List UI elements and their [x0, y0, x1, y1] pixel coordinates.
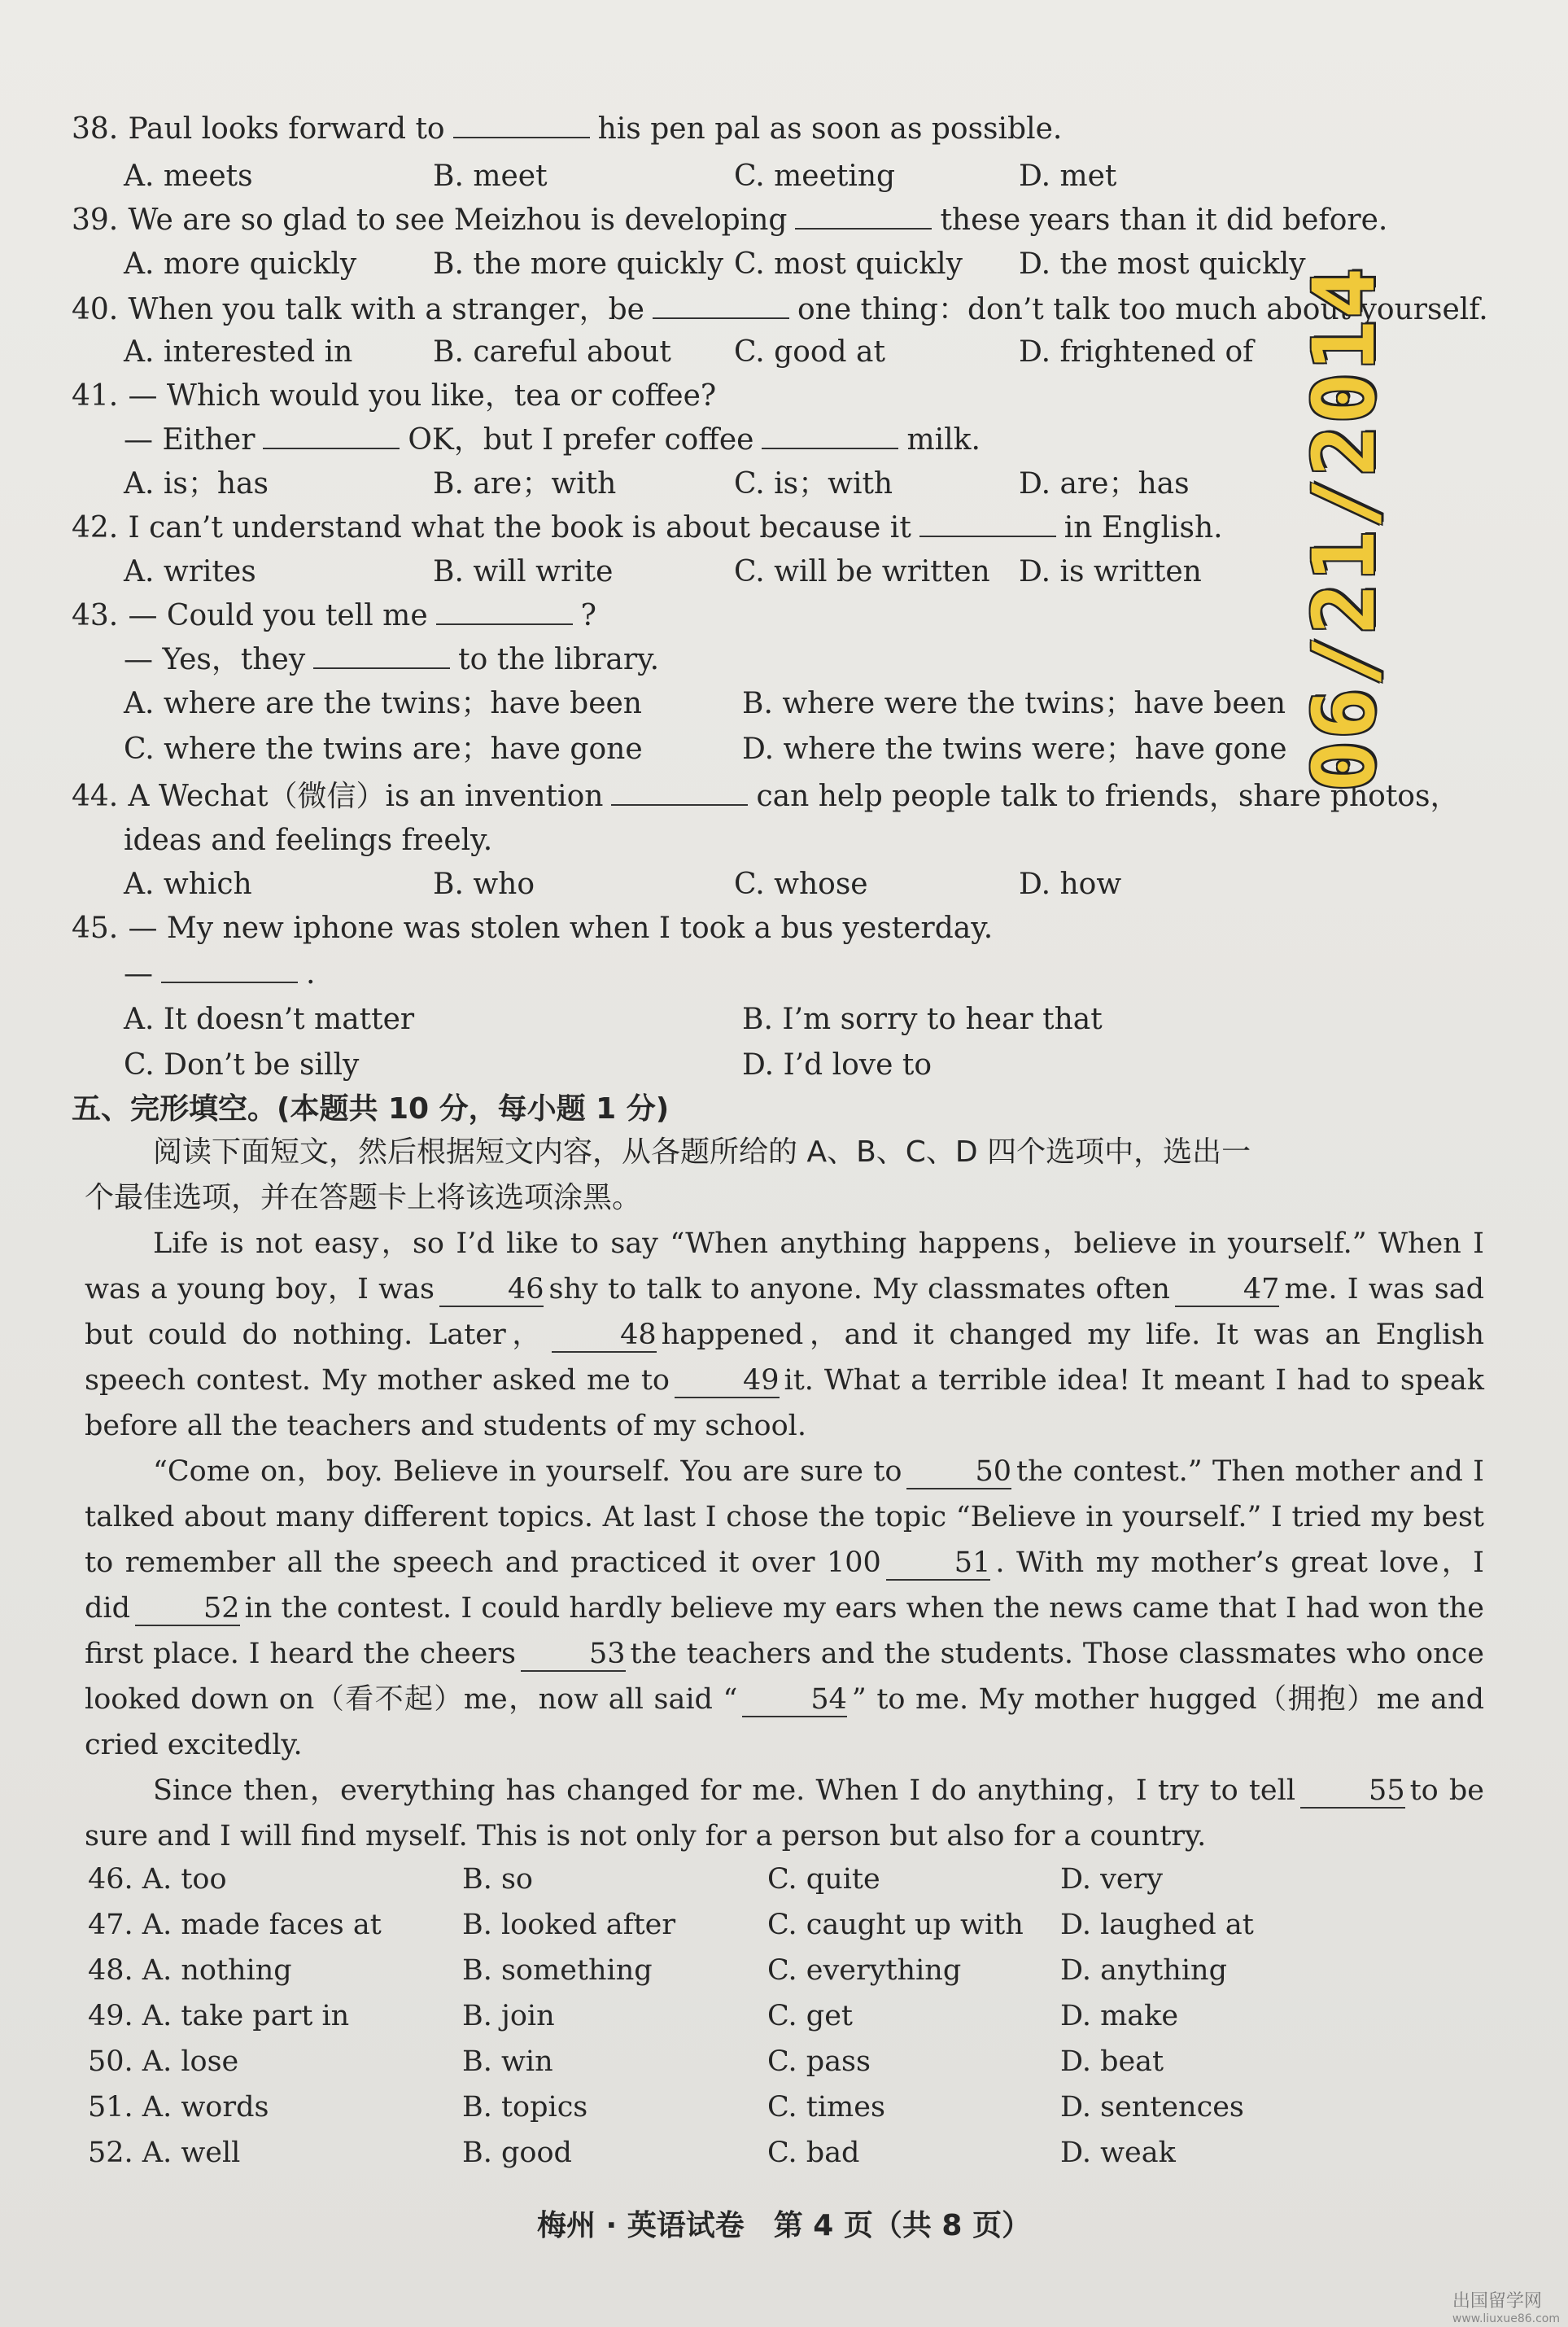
question-text: his pen pal as soon as possible. [597, 112, 1063, 146]
date-stamp-text: 06/21/2014 [1295, 265, 1394, 793]
page-footer: 梅州 · 英语试卷 第 4 页（共 8 页） [537, 2209, 1031, 2242]
date-stamp [1287, 265, 1401, 793]
option: D. I’d love to [742, 1048, 933, 1082]
option: C. quite [767, 1863, 880, 1896]
question-number: 41. [72, 379, 119, 413]
passage-text: the teachers and the students. Those classmates who once looked down on（看不起）me，now all said “ [85, 1638, 1484, 1716]
question-text: — Could you tell me [128, 599, 428, 632]
answer-blank [313, 643, 450, 669]
section-instruction-cont: 个最佳选项，并在答题卡上将该选项涂黑。 [85, 1181, 642, 1214]
option: D. beat [1060, 2045, 1164, 2078]
question-number: 40. [72, 293, 119, 326]
option: D. laughed at [1060, 1909, 1254, 1941]
option: B. where were the twins；have been [742, 687, 1286, 720]
question-text: We are so glad to see Meizhou is developing [128, 203, 788, 237]
site-watermark [1452, 2287, 1560, 2325]
passage-text: it. What a terrible idea! It meant I had to speak before all the teachers and students of my school. [85, 1364, 1485, 1442]
passage-text: Life is not easy，so I’d like to say “When anything happens，believe in yourself.” [153, 1227, 1367, 1260]
answer-blank [919, 511, 1056, 537]
option: C. good at [734, 335, 885, 369]
option: B. something [462, 1954, 653, 1987]
option: C. Don’t be silly [124, 1048, 360, 1082]
option: A. meets [124, 160, 253, 193]
blank-54: 54 [742, 1683, 847, 1717]
option: C. get [767, 2000, 853, 2032]
option: A. is；has [124, 467, 269, 501]
blank-52: 52 [135, 1592, 240, 1626]
option: A. more quickly [124, 247, 357, 281]
passage-paragraph-1 [85, 1221, 1484, 1449]
question-number: 45. [72, 912, 119, 945]
option: C. times [767, 2091, 885, 2124]
option: 51. A. words [88, 2091, 269, 2124]
passage-text: in the contest. I could hardly believe my ears when the news came that I had won the first place. I heard the cheers [85, 1592, 1484, 1670]
question-44 [72, 775, 1460, 819]
passage-text: “Come on，boy. Believe in yourself. You are sure to [153, 1455, 902, 1488]
option: C. meeting [734, 160, 896, 193]
question-44-line2 [124, 819, 1507, 863]
passage-text: to be sure and I will find myself. This is not only for a person but also for a country. [85, 1774, 1484, 1852]
option: B. are；with [433, 467, 617, 501]
option: D. sentences [1060, 2091, 1244, 2124]
option: B. meet [433, 160, 548, 193]
option: 47. A. made faces at [88, 1909, 382, 1941]
option: A. It doesn’t matter [124, 1003, 415, 1036]
blank-49: 49 [675, 1364, 780, 1398]
option: D. how [1019, 868, 1122, 901]
cloze-passage [85, 1221, 1484, 1859]
answer-blank [161, 957, 298, 983]
option: C. bad [767, 2137, 860, 2169]
answer-blank [795, 203, 932, 230]
question-43 [72, 594, 1455, 638]
question-text: A Wechat（微信）is an invention [128, 780, 604, 813]
option: D. where the twins were；have gone [742, 733, 1287, 766]
question-number: 42. [72, 511, 119, 545]
option: B. I’m sorry to hear that [742, 1003, 1103, 1036]
question-40 [72, 288, 1488, 332]
question-41 [72, 374, 1455, 418]
option: 46. A. too [88, 1863, 227, 1896]
option: D. are；has [1019, 467, 1190, 501]
passage-text: ” to me. My mother hugged（拥抱）me and cried excitedly. [85, 1683, 1484, 1761]
question-text: in English. [1064, 511, 1223, 545]
option: D. very [1060, 1863, 1164, 1896]
option: B. topics [462, 2091, 588, 2124]
question-45 [72, 907, 1455, 951]
answer-blank [611, 780, 748, 806]
section-instruction: 阅读下面短文，然后根据短文内容，从各题所给的 A、B、C、D 四个选项中，选出一 [153, 1135, 1251, 1169]
blank-50: 50 [906, 1455, 1011, 1489]
option: B. looked after [462, 1909, 676, 1941]
question-text: — Either [124, 423, 256, 457]
question-text: milk. [906, 423, 981, 457]
section-title: 五、完形填空。(本题共 10 分，每小题 1 分) [72, 1092, 670, 1126]
option: 52. A. well [88, 2137, 241, 2169]
option: B. good [462, 2137, 572, 2169]
option: B. who [433, 868, 535, 901]
question-text: When you talk with a stranger，be [128, 293, 644, 326]
question-text: — [124, 957, 153, 991]
blank-46: 46 [439, 1273, 544, 1307]
question-number: 44. [72, 780, 119, 813]
answer-blank [453, 112, 590, 138]
question-text: I can’t understand what the book is about because it [128, 511, 911, 545]
blank-47: 47 [1175, 1273, 1280, 1307]
option: A. interested in [124, 335, 353, 369]
answer-blank [263, 423, 400, 449]
option: A. which [124, 868, 252, 901]
passage-paragraph-3 [85, 1768, 1484, 1859]
question-number: 39. [72, 203, 119, 237]
answer-blank [762, 423, 898, 449]
option: D. frightened of [1019, 335, 1254, 369]
option: B. careful about [433, 335, 671, 369]
blank-51: 51 [886, 1546, 991, 1581]
option: C. most quickly [734, 247, 963, 281]
option: 48. A. nothing [88, 1954, 292, 1987]
option: 49. A. take part in [88, 2000, 350, 2032]
question-number: 43. [72, 599, 119, 632]
question-text: one thing：don’t talk too much about yourself. [797, 293, 1488, 326]
option: B. win [462, 2045, 553, 2078]
option: D. is written [1019, 555, 1202, 588]
option: C. caught up with [767, 1909, 1024, 1941]
option: B. the more quickly [433, 247, 724, 281]
question-45-line2 [124, 952, 1507, 996]
passage-text: When I was a young boy，I was [85, 1227, 1484, 1306]
option: D. weak [1060, 2137, 1176, 2169]
option: C. where the twins are；have gone [124, 733, 643, 766]
option: A. writes [124, 555, 256, 588]
watermark-url: www.liuxue86.com [1452, 2312, 1560, 2325]
question-39 [72, 199, 1455, 243]
option: D. the most quickly [1019, 247, 1306, 281]
passage-text: shy to talk to anyone. My classmates often [548, 1273, 1170, 1306]
passage-text: the contest.” Then mother and I talked about many different topics. At last I chose the topic “Believe in yourself.” I tried my best to remember all the speech and practiced it over 100 [85, 1455, 1485, 1579]
question-number: 38. [72, 112, 119, 146]
option: D. met [1019, 160, 1117, 193]
option: C. pass [767, 2045, 871, 2078]
option: B. join [462, 2000, 555, 2032]
watermark-name: 出国留学网 [1452, 2291, 1542, 2312]
question-text: — My new iphone was stolen when I took a bus yesterday. [128, 912, 994, 945]
answer-blank [653, 293, 789, 319]
blank-48: 48 [552, 1319, 657, 1353]
question-text: ? [580, 599, 596, 632]
answer-blank [436, 599, 573, 625]
option: C. will be written [734, 555, 990, 588]
option: C. whose [734, 868, 868, 901]
question-text: — Yes，they [124, 643, 306, 676]
option: D. make [1060, 2000, 1179, 2032]
option: C. is；with [734, 467, 893, 501]
question-text: OK，but I prefer coffee [408, 423, 754, 457]
question-text: can help people talk to friends，share photos， [756, 780, 1460, 813]
option: A. where are the twins；have been [124, 687, 642, 720]
question-text: — Which would you like，tea or coffee? [128, 379, 717, 413]
question-text: Paul looks forward to [128, 112, 445, 146]
passage-text: Since then，everything has changed for me. When I do anything，I try to tell [153, 1774, 1296, 1807]
question-38 [72, 107, 1455, 151]
passage-paragraph-2 [85, 1449, 1484, 1768]
question-42 [72, 506, 1455, 550]
blank-53: 53 [521, 1638, 626, 1672]
passage-text: happened，and it changed my life. It was an English speech contest. My mother asked me to [85, 1319, 1484, 1397]
option: B. so [462, 1863, 534, 1896]
passage-text: . With my mother’s great love，I did [85, 1546, 1484, 1625]
passage-text: me. I was sad but could do nothing. Later， [85, 1273, 1484, 1351]
question-text: to the library. [458, 643, 660, 676]
question-text: ideas and feelings freely. [124, 824, 493, 857]
option: C. everything [767, 1954, 962, 1987]
blank-55: 55 [1300, 1774, 1405, 1809]
question-text: . [306, 957, 316, 991]
option: B. will write [433, 555, 614, 588]
question-text: these years than it did before. [940, 203, 1388, 237]
option: D. anything [1060, 1954, 1227, 1987]
option: 50. A. lose [88, 2045, 239, 2078]
